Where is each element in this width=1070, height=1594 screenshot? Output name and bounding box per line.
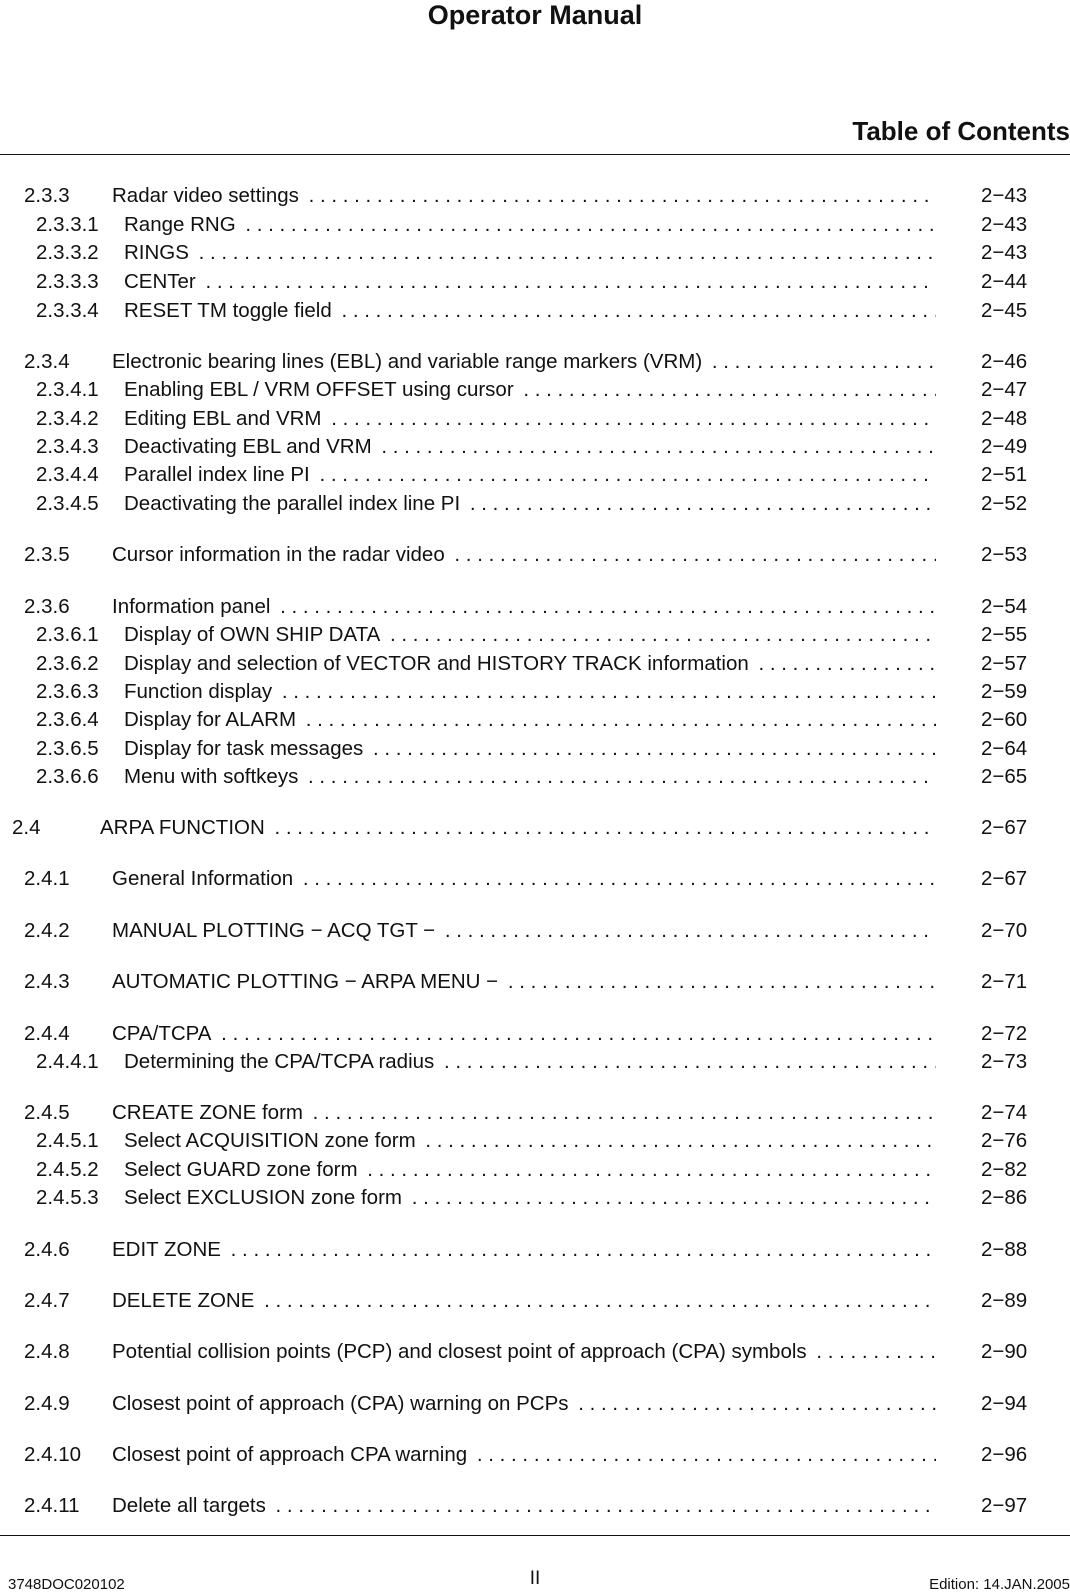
toc-entry-page: 2−45 xyxy=(981,299,1028,322)
toc-entry-title-leader xyxy=(112,969,936,995)
toc-entry-title: Display of OWN SHIP DATA xyxy=(124,623,381,646)
toc-entry-title-leader xyxy=(112,349,936,375)
toc-entry-title: CENTer xyxy=(124,270,196,293)
toc-entry-title-leader xyxy=(124,1157,936,1183)
toc-entry-page: 2−86 xyxy=(981,1186,1028,1209)
toc-entry[interactable] xyxy=(0,542,1070,568)
toc-entry-title: Editing EBL and VRM xyxy=(124,407,322,430)
toc-entry-title-leader xyxy=(112,866,936,892)
toc-entry[interactable] xyxy=(0,707,1070,733)
toc-entry-title: CPA/TCPA xyxy=(112,1022,212,1045)
toc-entry-number: 2.3.6.2 xyxy=(36,652,99,675)
toc-entry-number: 2.4.3 xyxy=(24,970,70,993)
toc-entry[interactable] xyxy=(0,240,1070,266)
toc-entry[interactable] xyxy=(0,1185,1070,1211)
toc-entry-page: 2−55 xyxy=(981,623,1028,646)
toc-entry-title-leader xyxy=(124,240,936,266)
toc-entry[interactable] xyxy=(0,764,1070,790)
toc-entry-page: 2−57 xyxy=(981,652,1028,675)
toc-entry-number: 2.4.2 xyxy=(24,919,70,942)
toc-entry-title-leader xyxy=(124,622,936,648)
toc-entry[interactable] xyxy=(0,491,1070,517)
toc-entry[interactable] xyxy=(0,1339,1070,1365)
toc-entry-number: 2.4.4 xyxy=(24,1022,70,1045)
toc-entry[interactable] xyxy=(0,434,1070,460)
toc-entry[interactable] xyxy=(0,1128,1070,1154)
toc-entry-title-leader xyxy=(124,298,936,324)
section-title: Table of Contents xyxy=(852,116,1070,146)
toc-entry[interactable] xyxy=(0,1021,1070,1047)
toc-entry-title-leader xyxy=(112,1021,936,1047)
toc-entry-number: 2.4.5.2 xyxy=(36,1158,99,1181)
toc-entry[interactable] xyxy=(0,918,1070,944)
toc-entry-number: 2.3.4.5 xyxy=(36,492,99,515)
toc-entry-page: 2−65 xyxy=(981,765,1028,788)
toc-entry-number: 2.4.11 xyxy=(24,1494,80,1517)
toc-entry-title-leader xyxy=(124,491,936,517)
toc-entry-number: 2.4.10 xyxy=(24,1443,81,1466)
toc-entry-title: Closest point of approach CPA warning xyxy=(112,1443,468,1466)
toc-entry-title: CREATE ZONE form xyxy=(112,1101,303,1124)
toc-entry-page: 2−43 xyxy=(981,241,1028,264)
toc-entry-number: 2.4.6 xyxy=(24,1238,70,1261)
toc-entry-number: 2.3.6.6 xyxy=(36,765,99,788)
toc-entry-page: 2−70 xyxy=(981,919,1028,942)
toc-entry-number: 2.3.6.3 xyxy=(36,680,99,703)
toc-entry[interactable] xyxy=(0,183,1070,209)
toc-entry-number: 2.4.5 xyxy=(24,1101,70,1124)
toc-entry-title: Select GUARD zone form xyxy=(124,1158,358,1181)
toc-entry-number: 2.3.6.5 xyxy=(36,737,99,760)
toc-entry-title: Parallel index line PI xyxy=(124,463,310,486)
toc-entry-title: RESET TM toggle field xyxy=(124,299,332,322)
toc-entry-number: 2.3.3.2 xyxy=(36,241,99,264)
toc-entry-title-leader xyxy=(112,594,936,620)
toc-entry-page: 2−74 xyxy=(981,1101,1028,1124)
toc-entry-title: AUTOMATIC PLOTTING − ARPA MENU − xyxy=(112,970,499,993)
toc-entry-page: 2−53 xyxy=(981,543,1028,566)
toc-entry[interactable] xyxy=(0,594,1070,620)
toc-entry-page: 2−67 xyxy=(981,867,1028,890)
page-header-title: Operator Manual xyxy=(427,0,643,30)
toc-entry-number: 2.3.4 xyxy=(24,350,70,373)
toc-entry-title: Deactivating the parallel index line PI xyxy=(124,492,461,515)
toc-entry-title-leader xyxy=(124,434,936,460)
toc-entry[interactable] xyxy=(0,269,1070,295)
toc-entry-title: Information panel xyxy=(112,595,271,618)
toc-entry-number: 2.3.5 xyxy=(24,543,70,566)
toc-entry-title: Deactivating EBL and VRM xyxy=(124,435,372,458)
header-divider xyxy=(0,154,1070,155)
toc-entry[interactable] xyxy=(0,1288,1070,1314)
toc-entry-number: 2.3.4.3 xyxy=(36,435,99,458)
toc-entry-number: 2.3.6.1 xyxy=(36,623,99,646)
toc-entry-title-leader xyxy=(112,1493,936,1519)
toc-entry-number: 2.4.9 xyxy=(24,1392,70,1415)
toc-entry-title: Display for task messages xyxy=(124,737,364,760)
toc-entry-title-leader xyxy=(112,1100,936,1126)
toc-entry[interactable] xyxy=(0,1100,1070,1126)
toc-entry[interactable] xyxy=(0,212,1070,238)
toc-entry-title: Display for ALARM xyxy=(124,708,297,731)
footer-edition: Edition: 14.JAN.2005 xyxy=(929,1576,1070,1593)
toc-entry-title: General Information xyxy=(112,867,294,890)
toc-entry-title-leader xyxy=(124,707,936,733)
toc-entry-title: EDIT ZONE xyxy=(112,1238,221,1261)
toc-entry-number: 2.3.3.3 xyxy=(36,270,99,293)
toc-entry[interactable] xyxy=(0,651,1070,677)
toc-entry-number: 2.4.7 xyxy=(24,1289,70,1312)
toc-entry-title: DELETE ZONE xyxy=(112,1289,255,1312)
toc-entry-title-leader xyxy=(124,212,936,238)
toc-entry-title: Display and selection of VECTOR and HISTORY TRACK information xyxy=(124,652,749,675)
toc-entry-title: Cursor information in the radar video xyxy=(112,543,445,566)
toc-entry[interactable] xyxy=(0,1049,1070,1075)
toc-entry-number: 2.3.3 xyxy=(24,184,70,207)
toc-entry[interactable] xyxy=(0,1157,1070,1183)
toc-entry-title-leader xyxy=(124,764,936,790)
footer-divider xyxy=(0,1535,1070,1536)
toc-entry-title-leader xyxy=(124,651,936,677)
toc-entry-title: RINGS xyxy=(124,241,189,264)
toc-entry-title: ARPA FUNCTION xyxy=(100,816,265,839)
toc-entry-page: 2−47 xyxy=(981,378,1028,401)
toc-entry-page: 2−89 xyxy=(981,1289,1028,1312)
toc-entry-title-leader xyxy=(112,1237,936,1263)
toc-entry-number: 2.4.1 xyxy=(24,867,70,890)
toc-entry-title-leader xyxy=(124,736,936,762)
toc-entry-page: 2−46 xyxy=(981,350,1028,373)
toc-entry-number: 2.3.3.4 xyxy=(36,299,99,322)
toc-entry-title: Potential collision points (PCP) and closest point of approach (CPA) symbols xyxy=(112,1340,807,1363)
toc-entry-number: 2.3.6.4 xyxy=(36,708,99,731)
toc-entry-title: Electronic bearing lines (EBL) and variable range markers (VRM) xyxy=(112,350,703,373)
toc-entry-page: 2−48 xyxy=(981,407,1028,430)
toc-entry[interactable] xyxy=(0,406,1070,432)
toc-entry-page: 2−51 xyxy=(981,463,1028,486)
toc-entry-title-leader xyxy=(112,1288,936,1314)
toc-entry-number: 2.4.4.1 xyxy=(36,1050,99,1073)
toc-entry-page: 2−44 xyxy=(981,270,1028,293)
toc-entry-title: Menu with softkeys xyxy=(124,765,299,788)
footer-doc-number: 3748DOC020102 xyxy=(8,1576,125,1593)
toc-entry-page: 2−71 xyxy=(981,970,1028,993)
toc-entry-title-leader xyxy=(112,918,936,944)
toc-entry-title: Select ACQUISITION zone form xyxy=(124,1129,416,1152)
toc-entry[interactable] xyxy=(0,349,1070,375)
toc-entry-page: 2−88 xyxy=(981,1238,1028,1261)
toc-entry-page: 2−43 xyxy=(981,184,1028,207)
toc-entry-page: 2−67 xyxy=(981,816,1028,839)
toc-entry-page: 2−73 xyxy=(981,1050,1028,1073)
toc-entry[interactable] xyxy=(0,622,1070,648)
toc-entry-page: 2−49 xyxy=(981,435,1028,458)
toc-entry-title-leader xyxy=(124,462,936,488)
toc-entry-page: 2−96 xyxy=(981,1443,1028,1466)
toc-entry-number: 2.3.3.1 xyxy=(36,213,99,236)
toc-entry-title-leader xyxy=(124,1128,936,1154)
toc-entry-number: 2.3.4.4 xyxy=(36,463,99,486)
toc-entry-page: 2−72 xyxy=(981,1022,1028,1045)
toc-entry[interactable] xyxy=(0,1237,1070,1263)
toc-entry-page: 2−90 xyxy=(981,1340,1028,1363)
toc-entry-page: 2−59 xyxy=(981,680,1028,703)
toc-entry-page: 2−76 xyxy=(981,1129,1028,1152)
toc-entry-number: 2.4.5.3 xyxy=(36,1186,99,1209)
toc-entry-title: Radar video settings xyxy=(112,184,299,207)
toc-entry-title: MANUAL PLOTTING − ACQ TGT − xyxy=(112,919,436,942)
toc-entry-title-leader xyxy=(124,269,936,295)
toc-entry-page: 2−97 xyxy=(981,1494,1028,1517)
toc-entry-title-leader xyxy=(124,679,936,705)
toc-entry-title: Closest point of approach (CPA) warning on PCPs xyxy=(112,1392,569,1415)
footer-page-number: II xyxy=(529,1568,541,1589)
toc-entry-title-leader xyxy=(124,406,936,432)
toc-entry-title-leader xyxy=(124,1185,936,1211)
toc-entry-title: Delete all targets xyxy=(112,1494,266,1517)
toc-entry-title-leader xyxy=(112,542,936,568)
toc-entry-number: 2.3.4.1 xyxy=(36,378,99,401)
toc-entry-title: Determining the CPA/TCPA radius xyxy=(124,1050,435,1073)
toc-entry-page: 2−82 xyxy=(981,1158,1028,1181)
toc-entry[interactable] xyxy=(0,679,1070,705)
toc-entry-number: 2.4.8 xyxy=(24,1340,70,1363)
toc-entry[interactable] xyxy=(0,298,1070,324)
toc-entry-number: 2.4.5.1 xyxy=(36,1129,99,1152)
toc-entry-title: Enabling EBL / VRM OFFSET using cursor xyxy=(124,378,514,401)
toc-entry-page: 2−52 xyxy=(981,492,1028,515)
toc-entry-title-leader xyxy=(112,183,936,209)
toc-entry-page: 2−54 xyxy=(981,595,1028,618)
toc-entry[interactable] xyxy=(0,969,1070,995)
toc-entry-title: Range RNG xyxy=(124,213,236,236)
toc-entry-title-leader xyxy=(112,1339,936,1365)
toc-entry[interactable] xyxy=(0,1442,1070,1468)
toc-entry[interactable] xyxy=(0,866,1070,892)
toc-entry-number: 2.3.4.2 xyxy=(36,407,99,430)
toc-entry-page: 2−64 xyxy=(981,737,1028,760)
toc-entry[interactable] xyxy=(0,377,1070,403)
toc-entry-number: 2.4 xyxy=(12,816,41,839)
toc-entry-title-leader xyxy=(112,1442,936,1468)
toc-entry[interactable] xyxy=(0,462,1070,488)
toc-entry-title-leader xyxy=(124,1049,936,1075)
toc-entry-number: 2.3.6 xyxy=(24,595,70,618)
toc-entry-title-leader xyxy=(112,1391,936,1417)
toc-entry-page: 2−94 xyxy=(981,1392,1028,1415)
toc-entry-title: Select EXCLUSION zone form xyxy=(124,1186,402,1209)
toc-entry[interactable] xyxy=(0,815,1070,841)
toc-entry-title: Function display xyxy=(124,680,273,703)
toc-entry-page: 2−43 xyxy=(981,213,1028,236)
toc-entry[interactable] xyxy=(0,1391,1070,1417)
toc-entry-page: 2−60 xyxy=(981,708,1028,731)
toc-entry[interactable] xyxy=(0,736,1070,762)
toc-entry-title-leader xyxy=(124,377,936,403)
toc-entry[interactable] xyxy=(0,1493,1070,1519)
toc-entry-title-leader xyxy=(100,815,936,841)
